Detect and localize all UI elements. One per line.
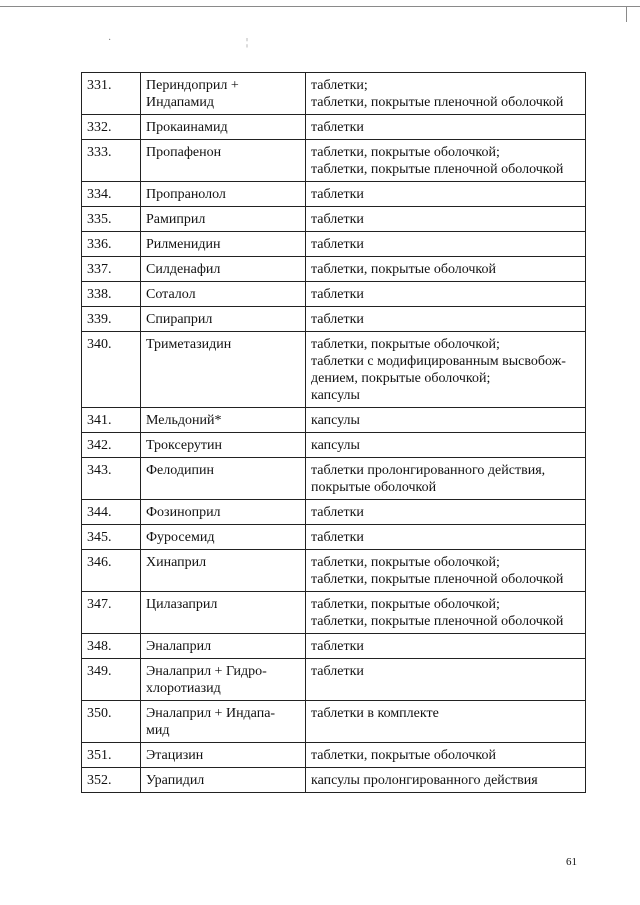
- page-number: 61: [566, 856, 577, 868]
- dosage-form-cell: [306, 634, 586, 659]
- drug-name-cell: [141, 458, 306, 500]
- dosage-form-line: таблетки, покрытые оболочкой;: [311, 337, 500, 352]
- row-number-cell: [82, 634, 141, 659]
- row-number-line: 339.: [87, 312, 112, 327]
- scan-top-border: [0, 6, 640, 7]
- row-number-line: 333.: [87, 145, 112, 160]
- dosage-form-line: таблетки: [311, 505, 364, 520]
- dosage-form-cell: [306, 433, 586, 458]
- row-number-line: 341.: [87, 413, 112, 428]
- dosage-form-cell: [306, 592, 586, 634]
- dosage-form-cell: [306, 743, 586, 768]
- table-row: [82, 257, 586, 282]
- table-row: [82, 115, 586, 140]
- row-number-cell: [82, 592, 141, 634]
- dosage-form-line: таблетки: [311, 187, 364, 202]
- dosage-form-line: таблетки: [311, 639, 364, 654]
- row-number-cell: [82, 307, 141, 332]
- table-row: [82, 500, 586, 525]
- drug-name-cell: [141, 433, 306, 458]
- drug-register-table: [81, 72, 586, 793]
- row-number-cell: [82, 232, 141, 257]
- drug-name-line: Периндоприл +: [146, 78, 239, 93]
- drug-register-body: [82, 73, 586, 793]
- drug-name-cell: [141, 659, 306, 701]
- dosage-form-line: капсулы: [311, 438, 360, 453]
- row-number-cell: [82, 282, 141, 307]
- table-row: [82, 433, 586, 458]
- table-row: [82, 634, 586, 659]
- dosage-form-line: дением, покрытые оболочкой;: [311, 371, 491, 386]
- dosage-form-line: капсулы пролонгированного действия: [311, 773, 538, 788]
- drug-name-line: Эналаприл + Гидро-: [146, 664, 267, 679]
- dosage-form-line: таблетки: [311, 212, 364, 227]
- drug-name-cell: [141, 182, 306, 207]
- drug-name-cell: [141, 525, 306, 550]
- table-row: [82, 73, 586, 115]
- drug-name-line: Мельдоний*: [146, 413, 222, 428]
- row-number-line: 342.: [87, 438, 112, 453]
- row-number-cell: [82, 433, 141, 458]
- drug-name-line: Соталол: [146, 287, 196, 302]
- row-number-line: 340.: [87, 337, 112, 352]
- row-number-cell: [82, 701, 141, 743]
- table-row: [82, 701, 586, 743]
- dosage-form-line: таблетки, покрытые пленочной оболочкой: [311, 614, 564, 629]
- row-number-line: 350.: [87, 706, 112, 721]
- drug-name-line: Пропафенон: [146, 145, 222, 160]
- drug-name-line: Спираприл: [146, 312, 213, 327]
- row-number-line: 332.: [87, 120, 112, 135]
- drug-name-line: Фелодипин: [146, 463, 214, 478]
- drug-name-line: Эналаприл + Индапа-: [146, 706, 276, 721]
- table-row: [82, 140, 586, 182]
- table-row: [82, 525, 586, 550]
- drug-name-line: Хинаприл: [146, 555, 207, 570]
- table-row: [82, 282, 586, 307]
- drug-name-line: Рамиприл: [146, 212, 206, 227]
- row-number-cell: [82, 115, 141, 140]
- dosage-form-cell: [306, 500, 586, 525]
- row-number-line: 346.: [87, 555, 112, 570]
- row-number-cell: [82, 458, 141, 500]
- row-number-cell: [82, 408, 141, 433]
- row-number-line: 349.: [87, 664, 112, 679]
- drug-name-line: Фозиноприл: [146, 505, 221, 520]
- row-number-cell: [82, 140, 141, 182]
- dosage-form-line: таблетки пролонгированного действия,: [311, 463, 546, 478]
- row-number-line: 347.: [87, 597, 112, 612]
- dosage-form-line: таблетки, покрытые оболочкой: [311, 748, 497, 763]
- drug-name-line: Индапамид: [146, 95, 214, 110]
- scan-right-border: [626, 6, 627, 22]
- drug-name-cell: [141, 634, 306, 659]
- dosage-form-line: таблетки;: [311, 78, 368, 93]
- drug-name-cell: [141, 282, 306, 307]
- drug-name-cell: [141, 73, 306, 115]
- drug-name-cell: [141, 232, 306, 257]
- row-number-line: 351.: [87, 748, 112, 763]
- drug-name-cell: [141, 257, 306, 282]
- dosage-form-line: таблетки: [311, 287, 364, 302]
- dosage-form-cell: [306, 458, 586, 500]
- row-number-cell: [82, 659, 141, 701]
- table-row: [82, 458, 586, 500]
- dosage-form-cell: [306, 768, 586, 793]
- drug-name-line: Триметазидин: [146, 337, 232, 352]
- dosage-form-cell: [306, 257, 586, 282]
- table-row: [82, 332, 586, 408]
- row-number-cell: [82, 500, 141, 525]
- dosage-form-line: таблетки: [311, 120, 364, 135]
- row-number-cell: [82, 257, 141, 282]
- table-row: [82, 659, 586, 701]
- drug-name-line: Фуросемид: [146, 530, 215, 545]
- dosage-form-cell: [306, 115, 586, 140]
- table-row: [82, 408, 586, 433]
- drug-name-cell: [141, 592, 306, 634]
- drug-name-cell: [141, 768, 306, 793]
- drug-name-line: Пропранолол: [146, 187, 226, 202]
- drug-name-line: мид: [146, 723, 170, 738]
- drug-name-cell: [141, 743, 306, 768]
- row-number-line: 352.: [87, 773, 112, 788]
- row-number-cell: [82, 550, 141, 592]
- row-number-line: 337.: [87, 262, 112, 277]
- row-number-cell: [82, 525, 141, 550]
- drug-name-cell: [141, 115, 306, 140]
- dosage-form-cell: [306, 140, 586, 182]
- row-number-line: 335.: [87, 212, 112, 227]
- dosage-form-line: таблетки, покрытые оболочкой;: [311, 597, 500, 612]
- dosage-form-line: покрытые оболочкой: [311, 480, 437, 495]
- drug-name-cell: [141, 408, 306, 433]
- table-row: [82, 207, 586, 232]
- row-number-cell: [82, 73, 141, 115]
- dosage-form-cell: [306, 307, 586, 332]
- row-number-cell: [82, 182, 141, 207]
- row-number-line: 336.: [87, 237, 112, 252]
- dosage-form-cell: [306, 282, 586, 307]
- dosage-form-cell: [306, 408, 586, 433]
- drug-name-cell: [141, 140, 306, 182]
- row-number-cell: [82, 768, 141, 793]
- dosage-form-line: таблетки, покрытые пленочной оболочкой: [311, 572, 564, 587]
- table-row: [82, 307, 586, 332]
- drug-name-line: Прокаинамид: [146, 120, 228, 135]
- row-number-line: 334.: [87, 187, 112, 202]
- drug-name-line: Силденафил: [146, 262, 221, 277]
- dosage-form-cell: [306, 207, 586, 232]
- dosage-form-line: таблетки: [311, 530, 364, 545]
- table-row: [82, 592, 586, 634]
- dosage-form-cell: [306, 550, 586, 592]
- dosage-form-cell: [306, 659, 586, 701]
- table-row: [82, 550, 586, 592]
- drug-name-line: Этацизин: [146, 748, 204, 763]
- dosage-form-cell: [306, 701, 586, 743]
- dosage-form-line: таблетки: [311, 237, 364, 252]
- table-row: [82, 768, 586, 793]
- drug-name-cell: [141, 332, 306, 408]
- table-row: [82, 743, 586, 768]
- drug-name-line: Урапидил: [146, 773, 205, 788]
- dosage-form-line: таблетки в комплекте: [311, 706, 439, 721]
- drug-name-line: Цилазаприл: [146, 597, 218, 612]
- dosage-form-line: таблетки: [311, 312, 364, 327]
- dosage-form-cell: [306, 525, 586, 550]
- dosage-form-line: таблетки, покрытые оболочкой;: [311, 145, 500, 160]
- scan-speck: ¦: [246, 37, 249, 48]
- row-number-line: 348.: [87, 639, 112, 654]
- drug-name-line: Эналаприл: [146, 639, 212, 654]
- row-number-line: 344.: [87, 505, 112, 520]
- dosage-form-line: таблетки: [311, 664, 364, 679]
- dosage-form-cell: [306, 332, 586, 408]
- dosage-form-line: таблетки с модифицированным высвобож-: [311, 354, 566, 369]
- drug-name-line: хлоротиазид: [146, 681, 221, 696]
- drug-name-cell: [141, 550, 306, 592]
- dosage-form-line: таблетки, покрытые пленочной оболочкой: [311, 95, 564, 110]
- row-number-cell: [82, 743, 141, 768]
- table-row: [82, 182, 586, 207]
- row-number-cell: [82, 207, 141, 232]
- dosage-form-line: капсулы: [311, 388, 360, 403]
- table-row: [82, 232, 586, 257]
- row-number-line: 331.: [87, 78, 112, 93]
- dosage-form-line: таблетки, покрытые оболочкой;: [311, 555, 500, 570]
- drug-name-line: Рилменидин: [146, 237, 221, 252]
- dosage-form-line: таблетки, покрытые пленочной оболочкой: [311, 162, 564, 177]
- drug-name-cell: [141, 207, 306, 232]
- drug-name-line: Троксерутин: [146, 438, 222, 453]
- dosage-form-cell: [306, 232, 586, 257]
- scan-speck: ·: [108, 35, 112, 46]
- dosage-form-cell: [306, 182, 586, 207]
- dosage-form-line: таблетки, покрытые оболочкой: [311, 262, 497, 277]
- dosage-form-cell: [306, 73, 586, 115]
- dosage-form-line: капсулы: [311, 413, 360, 428]
- row-number-line: 345.: [87, 530, 112, 545]
- drug-name-cell: [141, 500, 306, 525]
- row-number-line: 343.: [87, 463, 112, 478]
- drug-name-cell: [141, 307, 306, 332]
- row-number-cell: [82, 332, 141, 408]
- drug-name-cell: [141, 701, 306, 743]
- row-number-line: 338.: [87, 287, 112, 302]
